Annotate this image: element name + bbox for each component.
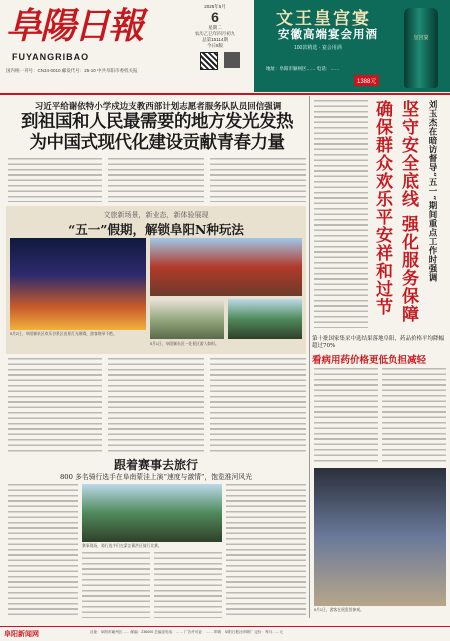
- qr-code-icon[interactable]: [224, 52, 240, 68]
- issue-number: 总第15114期: [202, 37, 228, 42]
- right-lower-caption: 5月1日，游客在展览馆参观。: [314, 608, 364, 612]
- masthead-meta: 国内统一刊号：CN34-0010 邮发代号：25-10 中共阜阳市委机关报: [6, 68, 138, 73]
- right-story-body: [314, 100, 368, 328]
- ad-slogan: 安徽高端宴会用酒: [278, 27, 378, 41]
- right-lower-body-1: [314, 368, 378, 464]
- lead-body-col-2: [108, 158, 204, 202]
- lead-headline-1[interactable]: 到祖国和人民最需要的地方发光发热: [21, 112, 293, 132]
- feature-body-col-2: [108, 358, 204, 452]
- second-caption: 赛事现场，骑行选手们在蒙洼蓄洪区骑行比赛。: [82, 544, 162, 548]
- advertisement[interactable]: [254, 0, 450, 92]
- bottle-label: 皇宫宴: [413, 35, 429, 41]
- feature-body-col-1: [8, 358, 102, 452]
- feature-headline[interactable]: “五一”假期，解锁阜阳N种玩法: [68, 222, 244, 237]
- feature-body-col-3: [210, 358, 306, 452]
- ad-sub: 100款精选 · 宴会用酒: [294, 45, 342, 51]
- date-line: 2025年5月: [204, 4, 226, 9]
- page-count: 今日8版: [206, 43, 223, 48]
- second-body-col-4: [226, 484, 306, 618]
- ad-address: 地址：阜阳市颍州区…… 电话：……: [266, 66, 340, 71]
- visitors-photo[interactable]: [150, 299, 224, 339]
- ad-brand: 文王皇宫宴: [276, 9, 371, 29]
- date-day: 6: [211, 9, 219, 25]
- temple-photo[interactable]: [150, 238, 302, 296]
- masthead-title: 阜陽日報: [6, 5, 143, 47]
- feature-block: [6, 206, 306, 354]
- masthead-latin: FUYANGRIBAO: [12, 52, 90, 62]
- weekday: 星期二: [208, 25, 222, 30]
- scenic-photo[interactable]: [228, 299, 302, 339]
- lead-body-col-1: [8, 158, 102, 202]
- second-body-col-3: [154, 552, 222, 618]
- second-headline[interactable]: 跟着赛事去旅行: [113, 458, 198, 472]
- lead-kicker[interactable]: 习近平给谢依特小学戍边支教西部计划志愿者服务队队员回信强调: [34, 102, 282, 112]
- qr-code-icon[interactable]: [200, 52, 218, 70]
- feature-caption-1: 5月2日，阜阳颍泉区欢乐谷景区夜景灯光璀璨，游客络绎不绝。: [10, 332, 117, 336]
- column-divider: [309, 96, 310, 618]
- footer-logo[interactable]: 阜阳新闻网: [4, 631, 39, 638]
- cycling-photo[interactable]: [82, 484, 222, 542]
- footer: [0, 626, 450, 641]
- right-story-headline-2[interactable]: 确保群众欢乐平安祥和过节: [372, 100, 392, 316]
- lead-headline-2[interactable]: 为中国式现代化建设贡献青春力量: [29, 133, 285, 153]
- bottle-image: [404, 8, 438, 88]
- footer-text: 社址：阜阳市颍州区…… 邮编：236000 总编室电话：…… 广告许可证：…… 印刷：阜阳日报社印刷厂 定价：每月……元: [90, 630, 284, 634]
- lead-body-col-3: [210, 158, 306, 202]
- right-lower-body-2: [382, 368, 446, 464]
- second-body-col-2: [82, 552, 150, 618]
- second-body-col-1: [8, 484, 78, 618]
- second-subheadline: 800 多名骑行选手在阜南蒙洼上演“速度与激情”，饱览淮河风光: [59, 473, 252, 481]
- right-lower-headline[interactable]: 看病用药价格更低负担减轻: [312, 355, 427, 366]
- right-lower-kicker: 第十批国家集采中选结果落地阜阳，药品价格平均降幅超过70%: [312, 336, 445, 349]
- lunar-date: 农历乙巳年四月初九: [194, 31, 236, 36]
- night-park-photo[interactable]: [10, 238, 146, 330]
- ad-price: 1388元: [354, 75, 379, 86]
- right-story-headline-1[interactable]: 坚守安全底线 强化服务保障: [398, 100, 418, 323]
- exhibition-photo[interactable]: [314, 468, 446, 606]
- masthead-rule: [0, 93, 450, 95]
- date-box: [184, 4, 246, 49]
- feature-kicker: 文旅新场景，新业态，新体验展现: [103, 211, 209, 219]
- feature-caption-2: 5月1日，阜阳颍东区一处景区游人如织。: [150, 342, 219, 346]
- right-story-kicker[interactable]: 刘玉杰在暗访督导“五一”期间重点工作时强调: [427, 100, 437, 282]
